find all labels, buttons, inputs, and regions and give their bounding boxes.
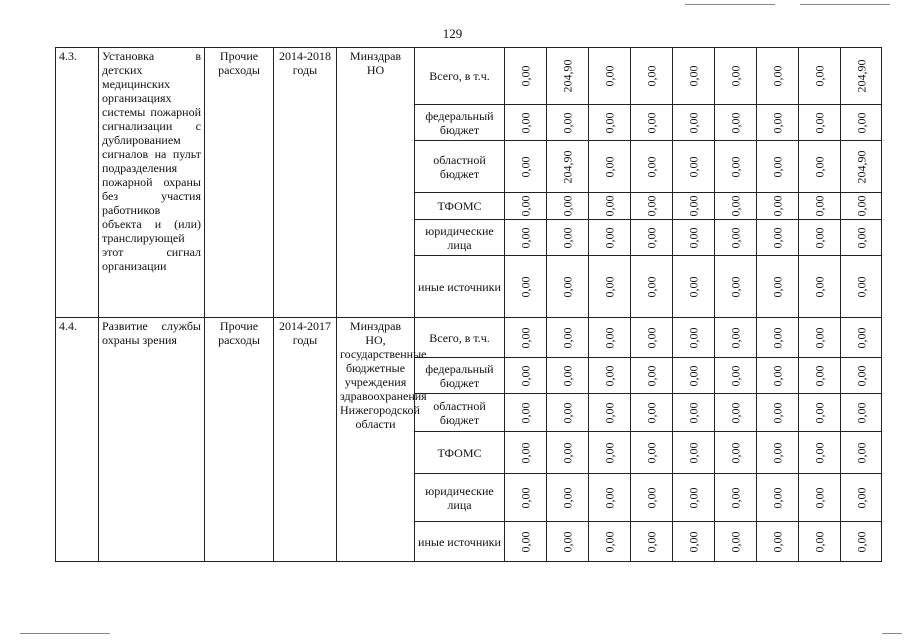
- amount-value: 0,00: [686, 365, 701, 386]
- footer-rule: [20, 633, 110, 634]
- funding-source: Всего, в т.ч.: [415, 318, 505, 358]
- amount-cell: [505, 193, 547, 220]
- amount-value: 204,90: [560, 59, 575, 93]
- funding-source: федеральный бюджет: [415, 105, 505, 141]
- budget-table: [55, 47, 882, 562]
- amount-cell: [547, 105, 589, 141]
- amount-value: 0,00: [602, 365, 617, 386]
- amount-cell: [673, 318, 715, 358]
- amount-value: 0,00: [560, 112, 575, 133]
- amount-value: 204,90: [560, 150, 575, 183]
- amount-value: 0,00: [686, 112, 701, 133]
- amount-cell: [505, 394, 547, 432]
- amount-cell: [757, 48, 799, 105]
- amount-cell: [547, 522, 589, 562]
- amount-value: 0,00: [686, 156, 701, 177]
- amount-value: 0,00: [686, 65, 701, 87]
- amount-cell: [589, 141, 631, 193]
- amount-cell: [841, 394, 882, 432]
- amount-value: 0,00: [602, 195, 617, 217]
- amount-cell: [841, 432, 882, 474]
- amount-value: 0,00: [770, 112, 785, 133]
- amount-value: 0,00: [602, 65, 617, 87]
- amount-value: 0,00: [854, 276, 868, 297]
- amount-cell: [589, 105, 631, 141]
- amount-cell: [715, 432, 757, 474]
- item-name: Установка в детских медицинских организациях системы пожарной сигнализации с дублированием сигналов на пульт подразделения пожарной охраны без участия работников объекта и (или) транслирующей этот сигнал организации: [99, 48, 205, 318]
- amount-value: 0,00: [770, 442, 785, 463]
- amount-value: 0,00: [686, 195, 701, 217]
- amount-cell: [547, 193, 589, 220]
- amount-cell: [841, 358, 882, 394]
- amount-cell: [673, 358, 715, 394]
- amount-value: 0,00: [644, 227, 659, 248]
- amount-value: 0,00: [728, 442, 743, 463]
- amount-value: 0,00: [728, 487, 743, 508]
- amount-value: 0,00: [770, 227, 785, 248]
- amount-value: 0,00: [812, 195, 827, 217]
- amount-cell: [547, 220, 589, 256]
- amount-cell: [589, 48, 631, 105]
- amount-value: 0,00: [560, 195, 575, 217]
- amount-cell: [673, 141, 715, 193]
- amount-value: 0,00: [854, 402, 868, 423]
- amount-value: 0,00: [602, 402, 617, 423]
- amount-value: 0,00: [728, 402, 743, 423]
- amount-cell: [757, 105, 799, 141]
- amount-value: 0,00: [812, 276, 827, 297]
- amount-cell: [841, 220, 882, 256]
- amount-cell: [505, 522, 547, 562]
- amount-cell: [757, 358, 799, 394]
- cost-type: Прочие расходы: [205, 48, 274, 318]
- funding-source: Всего, в т.ч.: [415, 48, 505, 105]
- amount-value: 0,00: [812, 442, 827, 463]
- amount-value: 0,00: [812, 112, 827, 133]
- amount-cell: [631, 318, 673, 358]
- amount-cell: [631, 220, 673, 256]
- amount-value: 0,00: [518, 365, 533, 386]
- amount-cell: [715, 193, 757, 220]
- amount-value: 0,00: [770, 327, 785, 348]
- executor: Минздрав НО: [337, 48, 415, 318]
- amount-value: 204,90: [854, 59, 868, 93]
- amount-value: 0,00: [518, 276, 533, 297]
- amount-value: 0,00: [518, 156, 533, 177]
- amount-cell: [589, 220, 631, 256]
- amount-cell: [547, 432, 589, 474]
- amount-cell: [673, 474, 715, 522]
- amount-cell: [757, 141, 799, 193]
- amount-cell: [715, 358, 757, 394]
- amount-value: 204,90: [854, 150, 868, 183]
- amount-value: 0,00: [602, 487, 617, 508]
- amount-cell: [505, 105, 547, 141]
- amount-value: 0,00: [518, 65, 533, 87]
- amount-value: 0,00: [812, 227, 827, 248]
- amount-value: 0,00: [854, 365, 868, 386]
- amount-value: 0,00: [560, 402, 575, 423]
- amount-value: 0,00: [854, 442, 868, 463]
- amount-value: 0,00: [812, 531, 827, 552]
- amount-value: 0,00: [728, 531, 743, 552]
- amount-value: 0,00: [812, 156, 827, 177]
- amount-cell: [841, 318, 882, 358]
- amount-cell: [631, 256, 673, 318]
- amount-value: 0,00: [812, 402, 827, 423]
- amount-value: 0,00: [560, 276, 575, 297]
- amount-cell: [631, 193, 673, 220]
- amount-value: 0,00: [770, 65, 785, 87]
- amount-cell: [589, 256, 631, 318]
- amount-cell: [673, 48, 715, 105]
- amount-cell: [547, 394, 589, 432]
- amount-value: 0,00: [644, 112, 659, 133]
- amount-value: 0,00: [518, 402, 533, 423]
- amount-cell: [673, 105, 715, 141]
- amount-value: 0,00: [770, 195, 785, 217]
- amount-cell: [799, 318, 841, 358]
- amount-cell: [715, 48, 757, 105]
- amount-value: 0,00: [602, 112, 617, 133]
- amount-cell: [589, 358, 631, 394]
- amount-cell: [757, 522, 799, 562]
- funding-source: ТФОМС: [415, 432, 505, 474]
- period: 2014-2017 годы: [274, 318, 337, 562]
- amount-value: 0,00: [518, 195, 533, 217]
- amount-value: 0,00: [518, 442, 533, 463]
- amount-value: 0,00: [602, 227, 617, 248]
- amount-value: 0,00: [728, 195, 743, 217]
- amount-cell: [841, 48, 882, 105]
- amount-value: 0,00: [602, 442, 617, 463]
- table-row: [56, 48, 882, 105]
- amount-value: 0,00: [770, 276, 785, 297]
- amount-cell: [757, 193, 799, 220]
- amount-value: 0,00: [854, 227, 868, 248]
- funding-source: федеральный бюджет: [415, 358, 505, 394]
- amount-cell: [841, 193, 882, 220]
- amount-cell: [547, 318, 589, 358]
- amount-cell: [757, 220, 799, 256]
- amount-cell: [757, 256, 799, 318]
- amount-cell: [505, 318, 547, 358]
- period: 2014-2018 годы: [274, 48, 337, 318]
- amount-value: 0,00: [518, 531, 533, 552]
- amount-value: 0,00: [560, 227, 575, 248]
- amount-cell: [841, 522, 882, 562]
- funding-source: иные источники: [415, 522, 505, 562]
- amount-cell: [547, 358, 589, 394]
- amount-value: 0,00: [518, 112, 533, 133]
- amount-value: 0,00: [560, 531, 575, 552]
- amount-value: 0,00: [854, 195, 868, 217]
- amount-value: 0,00: [728, 276, 743, 297]
- amount-cell: [547, 48, 589, 105]
- header-rule: [800, 4, 890, 5]
- funding-source: юридические лица: [415, 474, 505, 522]
- amount-cell: [757, 318, 799, 358]
- amount-value: 0,00: [812, 65, 827, 87]
- amount-value: 0,00: [602, 327, 617, 348]
- amount-value: 0,00: [644, 531, 659, 552]
- amount-cell: [505, 256, 547, 318]
- amount-cell: [799, 256, 841, 318]
- amount-value: 0,00: [686, 442, 701, 463]
- amount-value: 0,00: [728, 365, 743, 386]
- amount-cell: [673, 220, 715, 256]
- footer-rule: [882, 633, 902, 634]
- amount-value: 0,00: [770, 531, 785, 552]
- amount-value: 0,00: [602, 276, 617, 297]
- amount-value: 0,00: [728, 65, 743, 87]
- amount-value: 0,00: [728, 227, 743, 248]
- amount-cell: [589, 474, 631, 522]
- amount-cell: [715, 474, 757, 522]
- amount-cell: [547, 141, 589, 193]
- amount-value: 0,00: [854, 531, 868, 552]
- amount-cell: [505, 358, 547, 394]
- amount-value: 0,00: [644, 442, 659, 463]
- amount-cell: [631, 474, 673, 522]
- amount-cell: [589, 193, 631, 220]
- amount-value: 0,00: [644, 65, 659, 87]
- page-number: 129: [442, 26, 463, 41]
- amount-value: 0,00: [770, 365, 785, 386]
- amount-cell: [505, 474, 547, 522]
- amount-value: 0,00: [686, 487, 701, 508]
- amount-cell: [799, 522, 841, 562]
- amount-value: 0,00: [602, 156, 617, 177]
- amount-cell: [799, 358, 841, 394]
- amount-cell: [757, 474, 799, 522]
- amount-value: 0,00: [686, 531, 701, 552]
- amount-value: 0,00: [518, 487, 533, 508]
- amount-cell: [841, 474, 882, 522]
- amount-value: 0,00: [518, 227, 533, 248]
- amount-cell: [715, 141, 757, 193]
- amount-value: 0,00: [812, 327, 827, 348]
- amount-cell: [799, 193, 841, 220]
- amount-cell: [505, 48, 547, 105]
- amount-value: 0,00: [770, 402, 785, 423]
- amount-cell: [715, 220, 757, 256]
- amount-cell: [673, 256, 715, 318]
- amount-cell: [589, 394, 631, 432]
- amount-cell: [757, 432, 799, 474]
- amount-cell: [841, 105, 882, 141]
- amount-value: 0,00: [854, 112, 868, 133]
- amount-value: 0,00: [812, 365, 827, 386]
- amount-cell: [505, 432, 547, 474]
- amount-value: 0,00: [644, 195, 659, 217]
- amount-cell: [631, 105, 673, 141]
- amount-value: 0,00: [644, 365, 659, 386]
- amount-cell: [799, 141, 841, 193]
- amount-value: 0,00: [854, 327, 868, 348]
- amount-cell: [631, 394, 673, 432]
- amount-value: 0,00: [812, 487, 827, 508]
- amount-value: 0,00: [602, 531, 617, 552]
- item-number: 4.3.: [56, 48, 99, 318]
- item-number: 4.4.: [56, 318, 99, 562]
- amount-value: 0,00: [686, 327, 701, 348]
- amount-cell: [841, 256, 882, 318]
- amount-cell: [799, 394, 841, 432]
- table-row: [56, 318, 882, 358]
- funding-source: иные источники: [415, 256, 505, 318]
- amount-cell: [799, 48, 841, 105]
- amount-cell: [505, 141, 547, 193]
- amount-value: 0,00: [770, 487, 785, 508]
- amount-cell: [547, 474, 589, 522]
- amount-value: 0,00: [644, 402, 659, 423]
- amount-cell: [631, 141, 673, 193]
- amount-cell: [589, 522, 631, 562]
- amount-value: 0,00: [560, 327, 575, 348]
- amount-cell: [715, 522, 757, 562]
- amount-value: 0,00: [644, 327, 659, 348]
- amount-cell: [799, 220, 841, 256]
- amount-cell: [589, 432, 631, 474]
- amount-cell: [673, 394, 715, 432]
- amount-value: 0,00: [560, 365, 575, 386]
- amount-cell: [757, 394, 799, 432]
- amount-value: 0,00: [728, 112, 743, 133]
- funding-source: областной бюджет: [415, 394, 505, 432]
- header-rule: [685, 4, 775, 5]
- item-name: Развитие службы охраны зрения: [99, 318, 205, 562]
- executor: Минздрав НО, государственные бюджетные учреждения здравоохранения Нижегородской области: [337, 318, 415, 562]
- amount-cell: [715, 105, 757, 141]
- amount-cell: [631, 48, 673, 105]
- amount-cell: [547, 256, 589, 318]
- amount-cell: [631, 432, 673, 474]
- amount-value: 0,00: [644, 156, 659, 177]
- amount-cell: [631, 522, 673, 562]
- funding-source: юридические лица: [415, 220, 505, 256]
- amount-cell: [631, 358, 673, 394]
- amount-value: 0,00: [770, 156, 785, 177]
- amount-value: 0,00: [728, 156, 743, 177]
- amount-value: 0,00: [686, 227, 701, 248]
- amount-cell: [673, 432, 715, 474]
- amount-value: 0,00: [518, 327, 533, 348]
- amount-cell: [715, 256, 757, 318]
- amount-value: 0,00: [686, 402, 701, 423]
- amount-value: 0,00: [686, 276, 701, 297]
- funding-source: ТФОМС: [415, 193, 505, 220]
- amount-cell: [715, 318, 757, 358]
- amount-value: 0,00: [644, 487, 659, 508]
- amount-value: 0,00: [728, 327, 743, 348]
- amount-value: 0,00: [854, 487, 868, 508]
- amount-cell: [673, 193, 715, 220]
- funding-source: областной бюджет: [415, 141, 505, 193]
- amount-value: 0,00: [644, 276, 659, 297]
- amount-cell: [799, 432, 841, 474]
- cost-type: Прочие расходы: [205, 318, 274, 562]
- amount-cell: [799, 105, 841, 141]
- amount-cell: [505, 220, 547, 256]
- amount-cell: [715, 394, 757, 432]
- amount-cell: [841, 141, 882, 193]
- amount-cell: [673, 522, 715, 562]
- amount-cell: [799, 474, 841, 522]
- amount-value: 0,00: [560, 442, 575, 463]
- amount-value: 0,00: [560, 487, 575, 508]
- amount-cell: [589, 318, 631, 358]
